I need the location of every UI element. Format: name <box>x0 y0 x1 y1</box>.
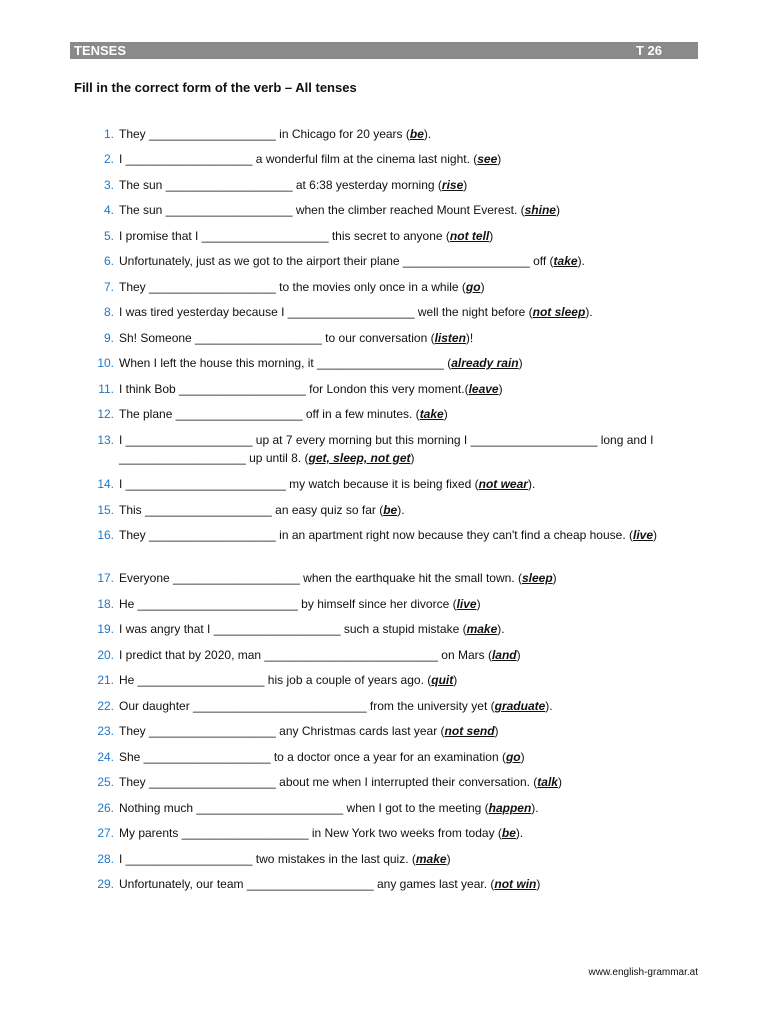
item-sentence <box>119 176 696 194</box>
item-text: Our daughter __________________________ from the university yet ( <box>119 699 495 713</box>
exercise-item <box>92 329 696 347</box>
item-text: I ___________________ up at 7 every morning but this morning I ___________________ long and I ___________________ up until 8. ( <box>119 433 654 465</box>
verb-hint: be <box>501 826 516 840</box>
item-text-end: ) <box>653 528 658 542</box>
item-text-end: ) <box>520 750 525 764</box>
verb-hint: not sleep <box>532 305 586 319</box>
verb-hint: live <box>633 528 654 542</box>
item-text-end: ) <box>516 648 521 662</box>
verb-hint: sleep <box>521 571 553 585</box>
exercise-item <box>92 526 696 544</box>
verb-hint: make <box>466 622 498 636</box>
exercise-item <box>92 201 696 219</box>
verb-hint: not wear <box>478 477 528 491</box>
verb-hint: not win <box>494 877 537 891</box>
verb-hint: go <box>505 750 521 764</box>
item-text-end: ). <box>497 622 505 636</box>
exercise-item <box>92 697 696 715</box>
item-text: When I left the house this morning, it ___________________ ( <box>119 356 452 370</box>
item-sentence <box>119 646 696 664</box>
item-number: 23. <box>97 724 114 738</box>
verb-hint: be <box>409 127 424 141</box>
exercise-item <box>92 824 696 842</box>
item-text: I ________________________ my watch because it is being fixed ( <box>119 477 479 491</box>
item-number: 18. <box>97 597 114 611</box>
exercise-item <box>92 150 696 168</box>
item-sentence <box>119 252 696 270</box>
verb-hint: shine <box>524 203 556 217</box>
exercise-item <box>92 595 696 613</box>
exercise-item <box>92 773 696 791</box>
header-code: T 26 <box>635 43 662 58</box>
item-sentence <box>119 354 696 372</box>
item-number: 16. <box>97 528 114 542</box>
item-number: 26. <box>97 801 114 815</box>
item-number: 24. <box>97 750 114 764</box>
header-bar <box>70 42 698 59</box>
item-text: I predict that by 2020, man __________________________ on Mars ( <box>119 648 492 662</box>
item-text-end: ) <box>494 724 499 738</box>
item-text: Sh! Someone ___________________ to our conversation ( <box>119 331 435 345</box>
exercise-item <box>92 799 696 817</box>
item-text-end: ). <box>531 801 539 815</box>
verb-hint: not send <box>444 724 495 738</box>
page-title: Fill in the correct form of the verb – All tenses <box>74 80 357 95</box>
item-sentence <box>119 380 696 398</box>
item-sentence <box>119 201 696 219</box>
item-sentence <box>119 620 696 638</box>
verb-hint: leave <box>468 382 499 396</box>
exercise-item <box>92 722 696 740</box>
verb-hint: rise <box>441 178 464 192</box>
item-sentence <box>119 850 696 868</box>
item-text: They ___________________ about me when I interrupted their conversation. ( <box>119 775 538 789</box>
item-sentence <box>119 431 696 467</box>
exercise-item <box>92 227 696 245</box>
verb-hint: talk <box>537 775 558 789</box>
item-text-end: ) <box>476 597 481 611</box>
item-text: My parents ___________________ in New York two weeks from today ( <box>119 826 502 840</box>
item-number: 28. <box>97 852 114 866</box>
item-text-end: ). <box>527 477 536 491</box>
exercise-item <box>92 646 696 664</box>
item-text-end: ) <box>443 407 448 421</box>
verb-hint: be <box>383 503 398 517</box>
item-sentence <box>119 773 696 791</box>
item-sentence <box>119 125 696 143</box>
verb-hint: get, sleep, not get <box>308 451 411 465</box>
exercise-item <box>92 501 696 519</box>
item-text: Unfortunately, just as we got to the airport their plane ___________________ off ( <box>119 254 554 268</box>
item-number: 1. <box>103 127 114 141</box>
item-text: Everyone ___________________ when the earthquake hit the small town. ( <box>119 571 522 585</box>
exercise-item <box>92 748 696 766</box>
item-text-end: ) <box>498 382 503 396</box>
item-text: I ___________________ a wonderful film at the cinema last night. ( <box>119 152 478 166</box>
item-number: 25. <box>97 775 114 789</box>
exercise-item <box>92 850 696 868</box>
item-text: They ___________________ to the movies only once in a while ( <box>119 280 466 294</box>
item-text: Nothing much ______________________ when I got to the meeting ( <box>119 801 489 815</box>
item-sentence <box>119 329 696 347</box>
item-text-end: ) <box>552 571 557 585</box>
item-text-end: ) <box>410 451 415 465</box>
verb-hint: listen <box>434 331 466 345</box>
verb-hint: happen <box>488 801 532 815</box>
item-text: They ___________________ any Christmas cards last year ( <box>119 724 445 738</box>
item-text: This ___________________ an easy quiz so far ( <box>119 503 384 517</box>
item-sentence <box>119 697 696 715</box>
item-number: 14. <box>97 477 114 491</box>
exercise-item <box>92 431 696 467</box>
item-sentence <box>119 799 696 817</box>
item-number: 29. <box>97 877 114 891</box>
item-text-end: )! <box>465 331 474 345</box>
item-number: 20. <box>97 648 114 662</box>
item-sentence <box>119 875 696 893</box>
exercise-item <box>92 380 696 398</box>
item-text: I promise that I ___________________ this secret to anyone ( <box>119 229 450 243</box>
item-text: The plane ___________________ off in a few minutes. ( <box>119 407 420 421</box>
item-text: I ___________________ two mistakes in the last quiz. ( <box>119 852 416 866</box>
item-text: I was tired yesterday because I ___________________ well the night before ( <box>119 305 533 319</box>
item-number: 21. <box>97 673 114 687</box>
item-text-end: ) <box>453 673 458 687</box>
item-number: 27. <box>97 826 114 840</box>
item-text: He ___________________ his job a couple of years ago. ( <box>119 673 432 687</box>
item-sentence <box>119 569 696 587</box>
item-number: 3. <box>103 178 114 192</box>
item-text-end: ) <box>497 152 502 166</box>
item-text-end: ). <box>397 503 405 517</box>
item-sentence <box>119 405 696 423</box>
item-text-end: ). <box>577 254 585 268</box>
item-text: I think Bob ___________________ for London this very moment.( <box>119 382 469 396</box>
exercise-item <box>92 176 696 194</box>
item-sentence <box>119 303 696 321</box>
header-title: TENSES <box>74 43 127 58</box>
exercise-item <box>92 671 696 689</box>
exercise-item <box>92 475 696 493</box>
item-sentence <box>119 526 696 544</box>
item-text: Unfortunately, our team ___________________ any games last year. ( <box>119 877 495 891</box>
item-sentence <box>119 278 696 296</box>
item-number: 6. <box>103 254 114 268</box>
exercise-item <box>92 569 696 587</box>
item-text-end: ) <box>463 178 468 192</box>
exercise-item <box>92 620 696 638</box>
item-number: 13. <box>97 433 114 447</box>
verb-hint: quit <box>431 673 454 687</box>
item-number: 10. <box>97 356 114 370</box>
exercise-item <box>92 303 696 321</box>
verb-hint: go <box>465 280 481 294</box>
item-number: 17. <box>97 571 114 585</box>
verb-hint: already rain <box>451 356 519 370</box>
verb-hint: make <box>415 852 447 866</box>
item-text: They ___________________ in an apartment right now because they can't find a cheap house. ( <box>119 528 633 542</box>
item-text-end: ) <box>480 280 485 294</box>
item-text-end: ) <box>555 203 560 217</box>
item-text-end: ). <box>545 699 553 713</box>
footer-url: www.english-grammar.at <box>588 967 698 978</box>
item-number: 9. <box>103 331 114 345</box>
item-sentence <box>119 150 696 168</box>
item-text-end: ) <box>518 356 523 370</box>
item-text: They ___________________ in Chicago for 20 years ( <box>119 127 410 141</box>
item-sentence <box>119 475 696 493</box>
verb-hint: graduate <box>494 699 546 713</box>
exercise-item <box>92 278 696 296</box>
verb-hint: live <box>456 597 477 611</box>
verb-hint: see <box>477 152 498 166</box>
item-text-end: ) <box>446 852 451 866</box>
verb-hint: take <box>553 254 578 268</box>
verb-hint: not tell <box>449 229 490 243</box>
exercise-item <box>92 875 696 893</box>
item-number: 4. <box>103 203 114 217</box>
item-text-end: ). <box>515 826 524 840</box>
item-text: He ________________________ by himself since her divorce ( <box>119 597 457 611</box>
item-number: 15. <box>97 503 114 517</box>
item-number: 7. <box>103 280 114 294</box>
item-sentence <box>119 501 696 519</box>
item-sentence <box>119 227 696 245</box>
verb-hint: land <box>491 648 517 662</box>
exercise-item <box>92 405 696 423</box>
item-number: 5. <box>103 229 114 243</box>
item-number: 12. <box>97 407 114 421</box>
item-number: 2. <box>103 152 114 166</box>
item-sentence <box>119 748 696 766</box>
item-sentence <box>119 595 696 613</box>
exercise-item <box>92 354 696 372</box>
item-number: 8. <box>103 305 114 319</box>
item-text-end: ) <box>557 775 562 789</box>
item-number: 11. <box>98 382 114 396</box>
item-text: I was angry that I ___________________ such a stupid mistake ( <box>119 622 467 636</box>
item-text-end: ) <box>536 877 541 891</box>
item-number: 19. <box>97 622 114 636</box>
item-sentence <box>119 824 696 842</box>
item-text-end: ) <box>489 229 494 243</box>
item-text-end: ). <box>585 305 593 319</box>
item-sentence <box>119 671 696 689</box>
exercise-item <box>92 125 696 143</box>
verb-hint: take <box>419 407 444 421</box>
item-text: The sun ___________________ at 6:38 yesterday morning ( <box>119 178 442 192</box>
exercise-item <box>92 252 696 270</box>
item-text: The sun ___________________ when the climber reached Mount Everest. ( <box>119 203 525 217</box>
item-number: 22. <box>97 699 114 713</box>
item-sentence <box>119 722 696 740</box>
item-text: She ___________________ to a doctor once a year for an examination ( <box>119 750 506 764</box>
item-text-end: ). <box>423 127 432 141</box>
